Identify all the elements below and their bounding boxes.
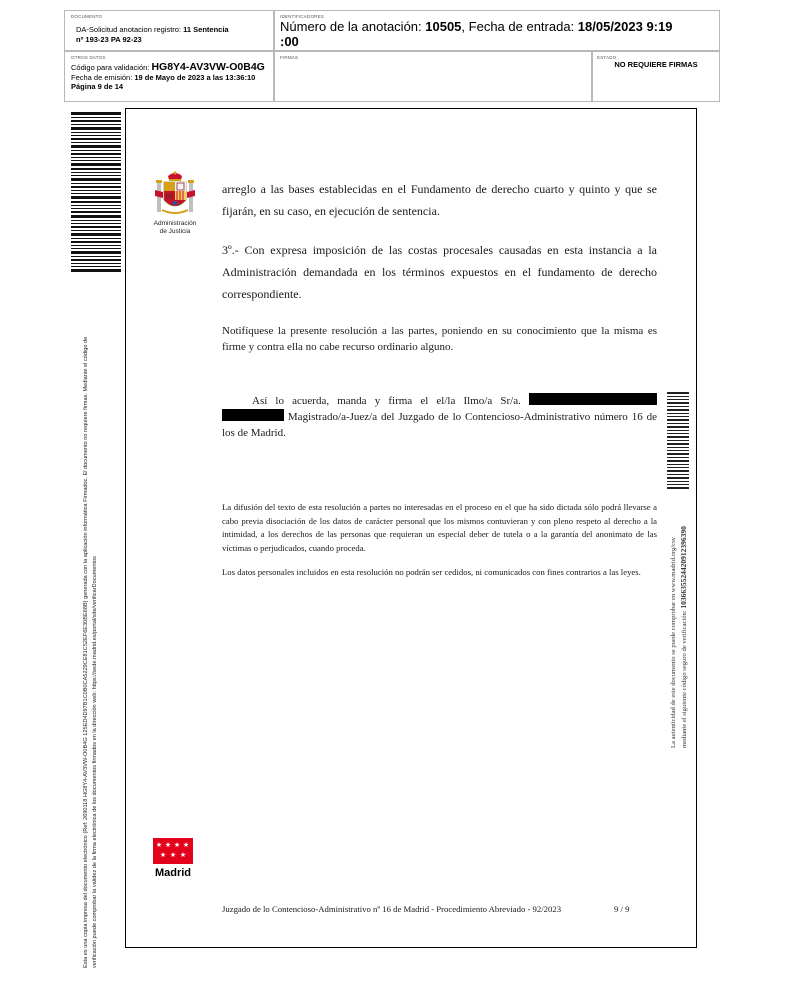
firmas-label: FIRMAS xyxy=(280,55,299,60)
svg-text:★: ★ xyxy=(179,851,187,859)
svg-text:★: ★ xyxy=(164,841,172,849)
identificadores-box xyxy=(274,10,720,51)
left-margin-text-2: verificación puede comprobar la validez de la firma electrónica de los documentos firmados en la dirección web: https://sede.madrid.es/portal/site/verificarDocumentos xyxy=(92,556,98,968)
footer-court: Juzgado de lo Contencioso-Administrativo nº 16 de Madrid - Procedimiento Abreviado - 92/2023 xyxy=(222,904,562,914)
left-barcode xyxy=(71,112,121,274)
estado-value: NO REQUIERE FIRMAS xyxy=(614,60,698,69)
right-margin-text-1: La autenticidad de este documento se puede comprobar en www.madrid.org/csv xyxy=(670,537,677,748)
logo-text: Administración de Justicia xyxy=(153,220,197,235)
left-margin-text-1: Esta es una copia impresa del documento electrónico (Ref: 2690118 HG8Y4-AV3VW-O0B4G 125ED4D97B1C0B0CA5229CE81C52EF6E30BE68B) generada con la aplicación informática Firmadoc. El documento no requiere firmas. Mediante el código de xyxy=(83,336,89,968)
redacted-name-2 xyxy=(222,409,284,421)
svg-text:★: ★ xyxy=(155,841,163,849)
right-margin-text-2: mediante el siguiente código seguro de verificación: 1036635524420912396390 xyxy=(679,526,688,748)
paragraph-acuerda: Así lo acuerda, manda y firma el el/la Ilmo/a Sr/a. Magistrado/a-Juez/a del Juzgado de lo Contencioso-Administrativo número 16 de los de Madrid. xyxy=(222,395,658,439)
documento-label: DOCUMENTO xyxy=(71,14,103,19)
fecha-emision: Fecha de emisión: 19 de Mayo de 2023 a las 13:36:10 xyxy=(71,73,256,82)
madrid-stars-logo-icon xyxy=(153,838,193,864)
redacted-name-1 xyxy=(529,393,657,405)
otros-datos-label: OTROS DATOS xyxy=(71,55,106,60)
svg-text:★: ★ xyxy=(169,851,177,859)
estado-box xyxy=(592,51,720,102)
estado-label: ESTADO xyxy=(597,55,617,60)
coat-of-arms-icon xyxy=(154,170,196,220)
identificadores-label: IDENTIFICADORES xyxy=(280,14,325,19)
firmas-box xyxy=(274,51,592,102)
svg-text:★: ★ xyxy=(159,851,167,859)
right-barcode xyxy=(667,392,689,490)
pagina-info: Página 9 de 14 xyxy=(71,82,124,91)
codigo-validacion: Código para validación: HG8Y4-AV3VW-O0B4G xyxy=(71,61,265,73)
paragraph-notifiquese: Notifíquese la presente resolución a las partes, poniendo en su conocimiento que la misma es firme y contra ella no cabe recurso ordinario alguno. xyxy=(222,325,657,353)
svg-text:★: ★ xyxy=(182,841,190,849)
footer-page-number: 9 / 9 xyxy=(614,904,630,914)
documento-box xyxy=(64,10,274,51)
madrid-label: Madrid xyxy=(154,867,192,879)
anotacion-text: Número de la anotación: 10505, Fecha de entrada: 18/05/2023 9:19 :00 xyxy=(280,19,673,49)
svg-text:★: ★ xyxy=(173,841,181,849)
otros-datos-box xyxy=(64,51,274,102)
paragraph-datos: Los datos personales incluidos en esta resolución no podrán ser cedidos, ni comunicados con fines contrarios a las leyes. xyxy=(222,567,641,577)
paragraph-difusion: La difusión del texto de esta resolución a partes no interesadas en el proceso en el que ha sido dictada sólo podrá llevarse a cabo previa disociación de los datos de carácter personal que los mismos contuvieran y con pleno respeto al derecho a la intimidad, a los derechos de las personas que requieran un especial deber de tutela o a la garantía del anonimato de las víctimas o perjudicados, cuando proceda. xyxy=(222,502,657,553)
documento-text: DA-Solicitud anotacion registro: 11 Sentencia nº 193-23 PA 92-23 xyxy=(76,25,229,44)
paragraph-costas: 3º.- Con expresa imposición de las costas procesales causadas en esta instancia a la Administración demandada en los términos expuestos en el fundamento de derecho correspondiente. xyxy=(222,243,657,301)
paragraph-arreglo: arreglo a las bases establecidas en el Fundamento de derecho cuarto y quinto y que se fijarán, en su caso, en ejecución de sentencia. xyxy=(222,182,657,218)
